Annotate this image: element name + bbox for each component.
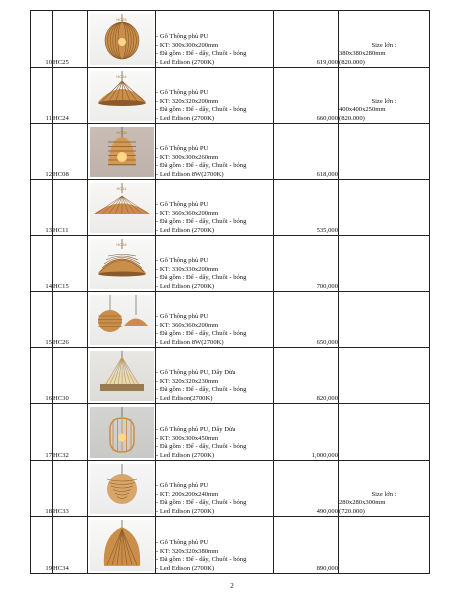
description-line: - KT: 360x360x200mm: [156, 209, 219, 217]
row-number: 13: [31, 180, 53, 236]
description-line: - Led Edison (2700K): [156, 564, 215, 572]
table-row: [31, 11, 430, 68]
product-table: [30, 10, 430, 574]
row-number: 19: [31, 517, 53, 574]
size-note: [339, 68, 430, 124]
description-line: - Led Edison (2700K): [156, 282, 215, 290]
description-line: - Đã gồm : Đế - dây, Chuôi - bóng: [156, 556, 247, 563]
table-row: [31, 517, 430, 574]
product-image-cell: [88, 348, 156, 404]
size-note-line: 280x280x300mm: [339, 499, 386, 506]
row-number: 15: [31, 292, 53, 348]
description-line: - KT: 320x320x230mm: [156, 377, 219, 385]
description-line: - KT: 300x300x450mm: [156, 434, 219, 442]
product-description: [156, 404, 274, 461]
description-line: - Đã gồm : Đế - dây, Chuôi - bóng: [156, 50, 247, 57]
product-price: 820,000: [274, 348, 339, 404]
row-number: 12: [31, 124, 53, 180]
product-photo: [90, 183, 154, 233]
description-line: - Gỗ Thông phủ PU: [156, 33, 209, 40]
product-photo: [90, 295, 154, 345]
product-price: 700,000: [274, 236, 339, 292]
row-number: 16: [31, 348, 53, 404]
description-line: - KT: 300x300x260mm: [156, 153, 219, 161]
description-line: - Đã gồm : Đế - dây, Chuôi - bóng: [156, 330, 247, 337]
description-line: - Đã gồm : Đế - dây, Chuôi - bóng: [156, 274, 247, 281]
description-line: - Led Edison (2700K): [156, 451, 215, 459]
product-price: 890,000: [274, 517, 339, 574]
size-note-line: (820.000): [339, 58, 365, 66]
size-note: [339, 11, 430, 68]
description-line: - Led Edison 8W(2700K): [156, 170, 224, 178]
description-line: - Đã gồm : Đế - dây, Chuôi - bóng: [156, 162, 247, 169]
table-row: [31, 348, 430, 404]
table-row: [31, 404, 430, 461]
description-line: - Gỗ Thông phủ PU: [156, 313, 209, 320]
product-price: 490,000: [274, 461, 339, 517]
product-code: HC25: [53, 11, 88, 68]
size-note: [339, 404, 430, 461]
description-line: - Led Edison (2700K): [156, 58, 215, 66]
description-line: - Led Edison (2700K): [156, 226, 215, 234]
size-note: [339, 348, 430, 404]
product-tag: HC24: [116, 74, 127, 79]
row-number: 11: [31, 68, 53, 124]
product-price: 535,000: [274, 180, 339, 236]
product-image-cell: [88, 124, 156, 180]
product-description: [156, 68, 274, 124]
size-note: [339, 180, 430, 236]
product-price: 618,000: [274, 124, 339, 180]
product-image-cell: [88, 292, 156, 348]
product-description: [156, 292, 274, 348]
product-image-cell: [88, 404, 156, 461]
product-photo: [90, 239, 154, 289]
product-photo: [90, 71, 154, 121]
table-row: [31, 461, 430, 517]
product-photo: [90, 14, 154, 65]
size-note: [339, 517, 430, 574]
size-note-line: Size lớn :: [371, 490, 397, 498]
product-code: HC15: [53, 236, 88, 292]
description-line: - Đã gồm : Đế - dây, Chuôi - bóng: [156, 106, 247, 113]
product-code: HC24: [53, 68, 88, 124]
description-line: - KT: 360x360x200mm: [156, 321, 219, 329]
product-photo: [90, 351, 154, 401]
size-note-line: 400x400x250mm: [339, 106, 386, 113]
product-photo: [90, 407, 154, 458]
product-image-cell: [88, 180, 156, 236]
description-line: - Gỗ Thông phủ PU: [156, 482, 209, 489]
size-note-line: Size lớn :: [371, 41, 397, 49]
description-line: - Gỗ Thông phủ PU: [156, 539, 209, 546]
product-price: 650,000: [274, 292, 339, 348]
description-line: - Gỗ Thông phủ PU: [156, 201, 209, 208]
description-line: - Đã gồm : Đế - dây, Chuôi - bóng: [156, 443, 247, 450]
page-number: 2: [230, 582, 234, 590]
size-note: [339, 124, 430, 180]
product-image-cell: [88, 517, 156, 574]
row-number: 17: [31, 404, 53, 461]
description-line: - KT: 300x300x200mm: [156, 41, 219, 49]
table-row: [31, 180, 430, 236]
table-row: [31, 292, 430, 348]
product-description: [156, 11, 274, 68]
product-description: [156, 180, 274, 236]
row-number: 10: [31, 11, 53, 68]
description-line: - KT: 200x200x240mm: [156, 490, 219, 498]
description-line: - Led Edison(2700K): [156, 394, 213, 402]
product-description: [156, 517, 274, 574]
product-tag: HC08: [116, 130, 127, 135]
size-note: [339, 236, 430, 292]
description-line: - Gỗ Thông phủ PU, Dây Dừa: [156, 369, 236, 376]
product-description: [156, 124, 274, 180]
product-image-cell: [88, 461, 156, 517]
product-description: [156, 236, 274, 292]
size-note: [339, 292, 430, 348]
product-code: HC30: [53, 348, 88, 404]
description-line: - KT: 320x320x200mm: [156, 97, 219, 105]
product-price: 1,000,000: [274, 404, 339, 461]
description-line: - Led Edison 8W(2700K): [156, 338, 224, 346]
row-number: 14: [31, 236, 53, 292]
product-tag: HC15: [116, 242, 127, 247]
table-row: [31, 236, 430, 292]
description-line: - KT: 330x330x200mm: [156, 265, 219, 273]
catalog-page: [30, 10, 429, 574]
product-code: HC33: [53, 461, 88, 517]
product-code: HC32: [53, 404, 88, 461]
description-line: - Đã gồm : Đế - dây, Chuôi - bóng: [156, 218, 247, 225]
row-number: 18: [31, 461, 53, 517]
description-line: - Gỗ Thông phủ PU, Dây Dừa: [156, 426, 236, 433]
description-line: - Gỗ Thông phủ PU: [156, 145, 209, 152]
product-image-cell: [88, 236, 156, 292]
product-photo: [90, 520, 154, 571]
product-price: 619,000: [274, 11, 339, 68]
product-image-cell: [88, 68, 156, 124]
size-note-line: (720.000): [339, 507, 365, 515]
product-photo: [90, 464, 154, 514]
size-note-line: (820.000): [339, 114, 365, 122]
size-note-line: 380x380x280mm: [339, 50, 386, 57]
product-tag: HC11: [116, 186, 127, 191]
product-code: HC08: [53, 124, 88, 180]
description-line: - Gỗ Thông phủ PU: [156, 89, 209, 96]
size-note-line: Size lớn :: [371, 97, 397, 105]
description-line: - Gỗ Thông phủ PU: [156, 257, 209, 264]
product-code: HC34: [53, 517, 88, 574]
description-line: - Đã gồm : Đế - dây, Chuôi - bóng: [156, 386, 247, 393]
product-code: HC11: [53, 180, 88, 236]
description-line: - Led Edison (2700K): [156, 114, 215, 122]
description-line: - Led Edison (2700K): [156, 507, 215, 515]
product-description: [156, 461, 274, 517]
product-code: HC26: [53, 292, 88, 348]
table-row: [31, 68, 430, 124]
product-tag: HC25: [116, 17, 127, 22]
description-line: - Đã gồm : Đế - dây, Chuôi - bóng: [156, 499, 247, 506]
size-note: [339, 461, 430, 517]
product-photo: [90, 127, 154, 177]
description-line: - KT: 320x320x380mm: [156, 547, 219, 555]
table-row: [31, 124, 430, 180]
product-image-cell: [88, 11, 156, 68]
product-description: [156, 348, 274, 404]
product-price: 660,000: [274, 68, 339, 124]
